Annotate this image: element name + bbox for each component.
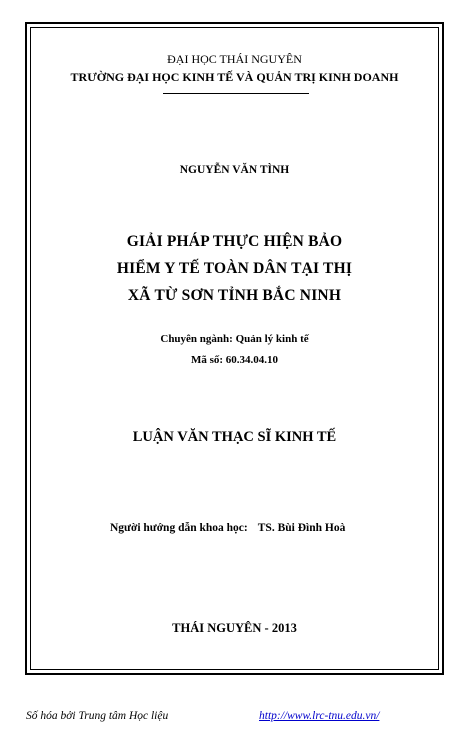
advisor-name: TS. Bùi Đình Hoà [257, 522, 346, 534]
university-name: ĐẠI HỌC THÁI NGUYÊN [167, 52, 302, 66]
cover-inner-border [30, 27, 439, 670]
program-code: Mã số: 60.34.04.10 [190, 354, 279, 366]
degree-type: LUẬN VĂN THẠC SĨ KINH TẾ [132, 429, 337, 445]
author-name: NGUYỄN VĂN TÌNH [179, 164, 290, 176]
advisor-label: Người hướng dẫn khoa học: [110, 522, 248, 534]
digitized-by-note: Số hóa bởi Trung tâm Học liệu [26, 710, 169, 722]
advisor [110, 522, 345, 534]
footer-link[interactable]: http://www.lrc-tnu.edu.vn/ [259, 710, 380, 722]
thesis-title-line-2: HIỂM Y TẾ TOÀN DÂN TẠI THỊ [116, 260, 353, 277]
place-and-year: THÁI NGUYÊN - 2013 [172, 621, 297, 635]
thesis-title-line-1: GIẢI PHÁP THỰC HIỆN BẢO [126, 233, 343, 250]
specialization: Chuyên ngành: Quản lý kinh tế [160, 333, 309, 345]
faculty-name: TRƯỜNG ĐẠI HỌC KINH TẾ VÀ QUẢN TRỊ KINH DOANH [70, 70, 399, 84]
header-divider [163, 93, 309, 94]
thesis-title-line-3: XÃ TỪ SƠN TỈNH BẮC NINH [127, 287, 342, 304]
